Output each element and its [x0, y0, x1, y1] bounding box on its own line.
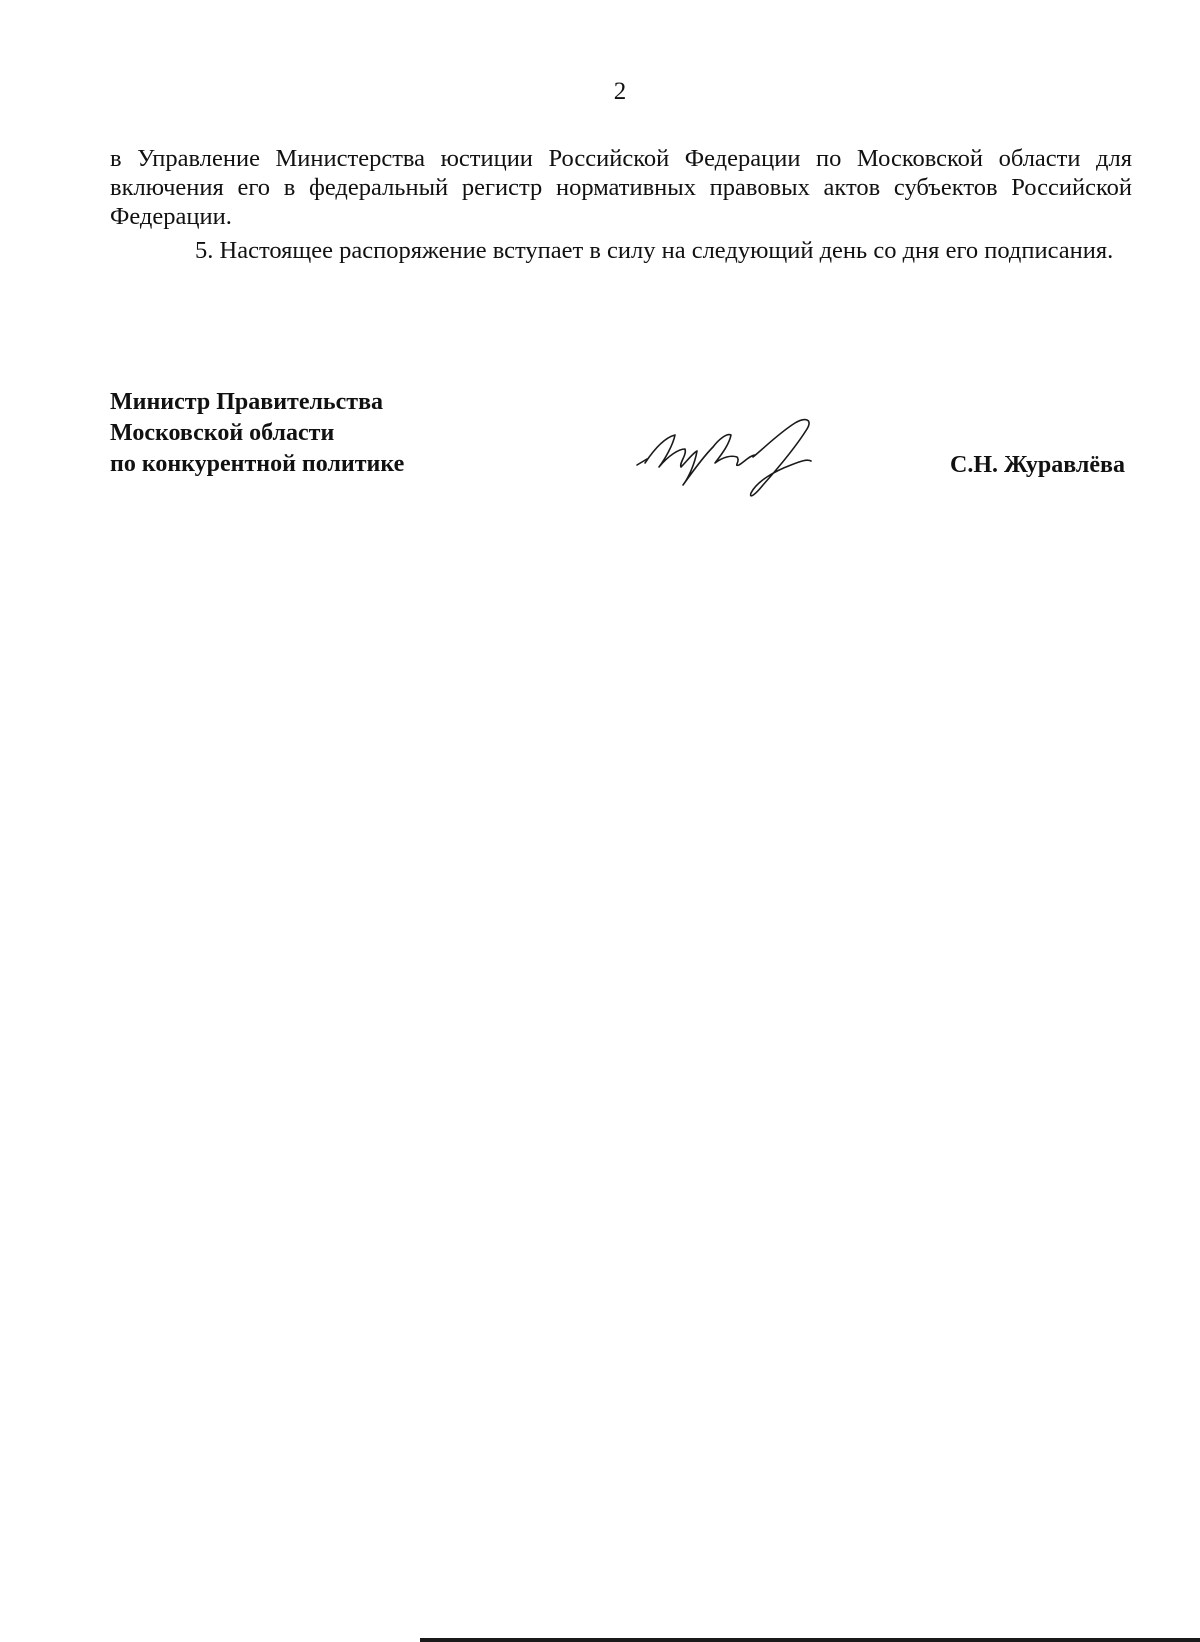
signer-title-line: Московской области — [110, 420, 335, 446]
page-number: 2 — [613, 78, 627, 105]
signer-title — [110, 387, 404, 480]
signer-title-block — [110, 387, 404, 480]
paragraph-5: 5. Настоящее распоряжение вступает в силу на следующий день со дня его подписания. — [195, 237, 1114, 264]
signer-name: С.Н. Журавлёва — [950, 452, 1125, 478]
page-edge-divider — [420, 1638, 1200, 1642]
handwritten-signature — [635, 415, 865, 500]
signer-title-line: по конкурентной политике — [110, 451, 405, 477]
signer-title-line: Министр Правительства — [110, 389, 384, 415]
paragraph-continuation: в Управление Министерства юстиции Российской Федерации по Московской области для включения его в федеральный регистр нормативных правовых актов субъектов Российской Федерации. — [110, 145, 1132, 230]
